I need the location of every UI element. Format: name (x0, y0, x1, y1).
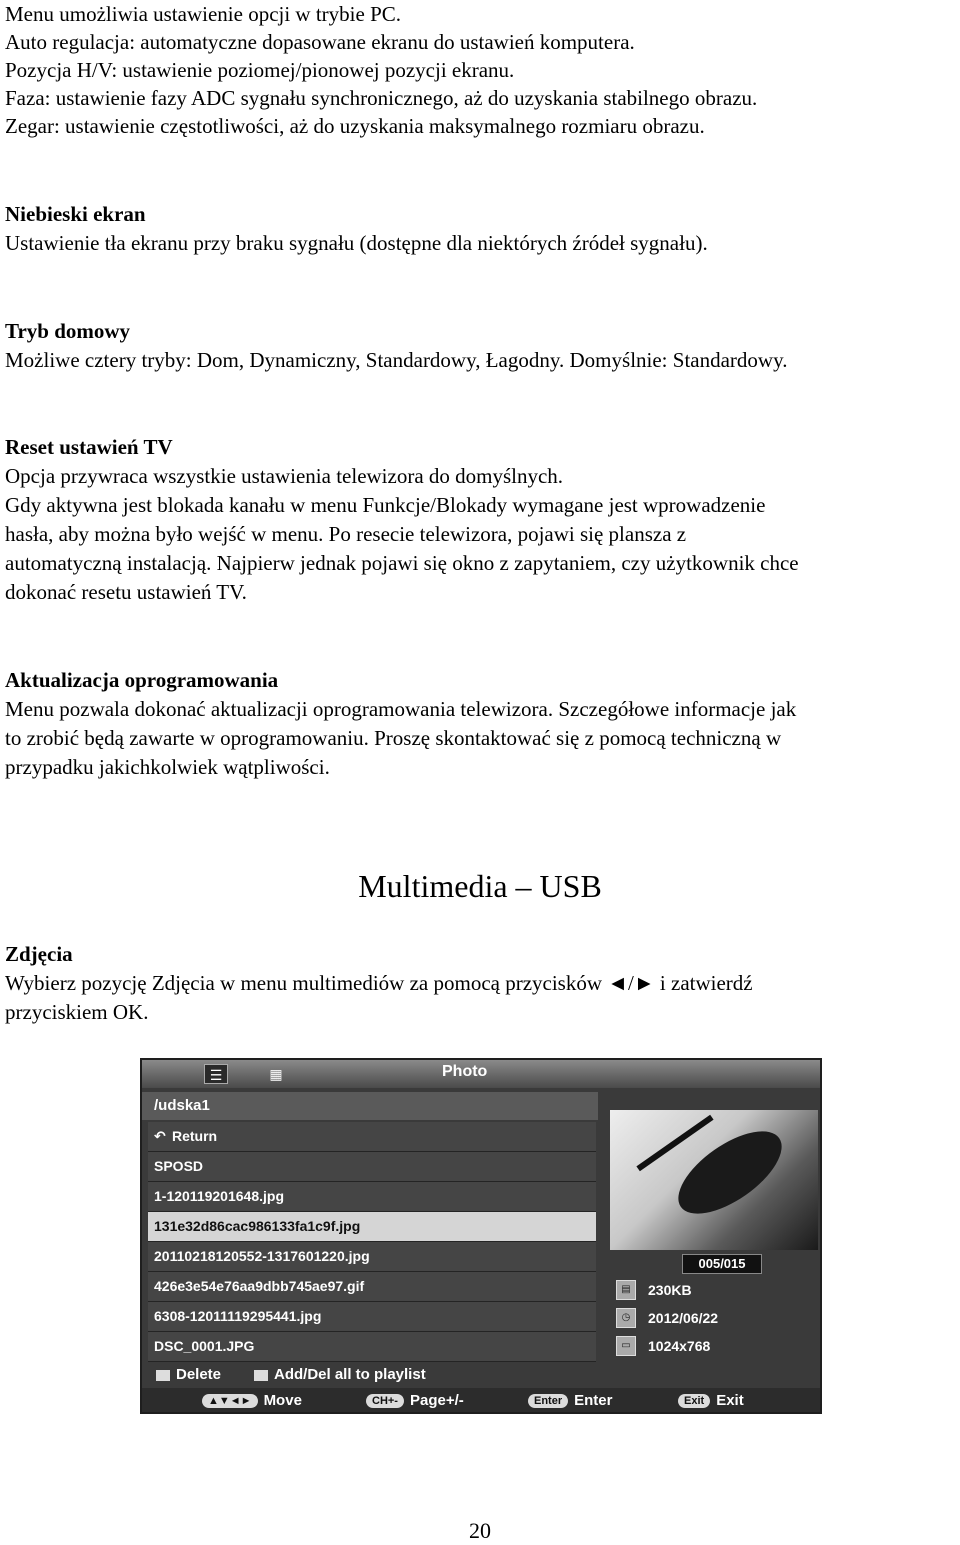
grid-view-icon[interactable]: ▦ (269, 1066, 283, 1082)
legend-exit-label: Exit (716, 1392, 744, 1409)
photos-line-2: przyciskiem OK. (5, 1000, 149, 1024)
reset-line-5: dokonać resetu ustawień TV. (5, 580, 247, 604)
list-item[interactable]: 6308-12011119295441.jpg (148, 1302, 596, 1332)
update-line-2: to zrobić będą zawarte w oprogramowaniu. Proszę skontaktować się z pomocą techniczną w (5, 726, 782, 750)
list-view-icon[interactable]: ☰ (204, 1064, 228, 1084)
file-size-icon: ▤ (616, 1280, 636, 1300)
legend-delete[interactable] (156, 1366, 221, 1383)
home-mode-heading: Tryb domowy (5, 319, 131, 343)
blue-screen-body: Ustawienie tła ekranu przy braku sygnału (dostępne dla niektórych źródeł sygnału). (5, 231, 708, 255)
info-resolution (612, 1332, 818, 1360)
list-item[interactable]: 20110218120552-1317601220.jpg (148, 1242, 596, 1272)
list-item[interactable]: DSC_0001.JPG (148, 1332, 596, 1362)
green-key-icon (254, 1370, 268, 1381)
update-line-3: przypadku jakichkolwiek wątpliwości. (5, 755, 330, 779)
pc-line-5: Zegar: ustawienie częstotliwości, aż do uzyskania maksymalnego rozmiaru obrazu. (5, 114, 705, 138)
file-list (148, 1122, 596, 1362)
file-info (612, 1276, 818, 1360)
osd-top-bar (142, 1060, 820, 1088)
info-date-value: 2012/06/22 (648, 1310, 719, 1326)
pc-line-1: Menu umożliwia ustawienie opcji w trybie PC. (5, 2, 402, 26)
photos-heading: Zdjęcia (5, 942, 73, 966)
legend-enter-label: Enter (574, 1392, 613, 1409)
legend-move[interactable] (202, 1392, 302, 1409)
legend-delete-label: Delete (176, 1366, 222, 1383)
reset-line-1: Opcja przywraca wszystkie ustawienia telewizora do domyślnych. (5, 464, 564, 488)
exit-key-icon: Exit (678, 1394, 710, 1408)
return-icon: ↶ (154, 1128, 166, 1144)
photos-line-1: Wybierz pozycję Zdjęcia w menu multimediów za pomocą przycisków ◄/► i zatwierdź (5, 971, 753, 995)
reset-heading: Reset ustawień TV (5, 435, 173, 459)
list-item-return[interactable] (148, 1122, 596, 1152)
legend-page-label: Page+/- (409, 1392, 464, 1409)
update-line-1: Menu pozwala dokonać aktualizacji oprogramowania telewizora. Szczegółowe informacje jak (5, 697, 797, 721)
info-date (612, 1304, 818, 1332)
file-counter: 005/015 (682, 1254, 762, 1274)
reset-line-3: hasła, aby można było wejść w menu. Po resecie telewizora, pojawi się plansza z (5, 522, 687, 546)
resolution-icon: ▭ (616, 1336, 636, 1356)
legend-add-del[interactable] (254, 1366, 426, 1383)
enter-key-icon: Enter (528, 1394, 568, 1408)
legend-enter[interactable] (528, 1392, 612, 1409)
info-size-value: 230KB (648, 1282, 692, 1298)
home-mode-body: Możliwe cztery tryby: Dom, Dynamiczny, Standardowy, Łagodny. Domyślnie: Standardowy. (5, 348, 788, 372)
list-item-selected[interactable]: 131e32d86cac986133fa1c9f.jpg (148, 1212, 596, 1242)
list-item[interactable]: 1-120119201648.jpg (148, 1182, 596, 1212)
photo-preview (610, 1110, 818, 1250)
list-item-label: Return (172, 1128, 218, 1144)
osd-title: Photo (442, 1063, 488, 1080)
page-number: 20 (469, 1518, 491, 1543)
legend-move-label: Move (263, 1392, 302, 1409)
ch-key-icon: CH+- (366, 1394, 404, 1408)
pc-line-4: Faza: ustawienie fazy ADC sygnału synchronicznego, aż do uzyskania stabilnego obrazu. (5, 86, 758, 110)
pc-line-3: Pozycja H/V: ustawienie poziomej/pionowej pozycji ekranu. (5, 58, 515, 82)
osd-path: /udska1 (142, 1092, 598, 1120)
arrows-key-icon: ▲▼◄► (202, 1394, 258, 1408)
blue-screen-heading: Niebieski ekran (5, 202, 146, 226)
legend-color-keys (142, 1362, 820, 1386)
photo-browser-screenshot (140, 1058, 822, 1414)
update-heading: Aktualizacja oprogramowania (5, 668, 279, 692)
multimedia-title: Multimedia – USB (358, 868, 602, 904)
reset-line-4: automatyczną instalacją. Najpierw jednak pojawi się okno z zapytaniem, czy użytkownik chce (5, 551, 799, 575)
legend-add-del-label: Add/Del all to playlist (274, 1366, 426, 1383)
reset-line-2: Gdy aktywna jest blokada kanału w menu Funkcje/Blokady wymagane jest wprowadzenie (5, 493, 766, 517)
clock-icon: ◷ (616, 1308, 636, 1328)
info-resolution-value: 1024x768 (648, 1338, 711, 1354)
legend-exit[interactable] (678, 1392, 744, 1409)
pc-line-2: Auto regulacja: automatyczne dopasowane ekranu do ustawień komputera. (5, 30, 635, 54)
list-item[interactable]: SPOSD (148, 1152, 596, 1182)
red-key-icon (156, 1370, 170, 1381)
info-size (612, 1276, 818, 1304)
list-item[interactable]: 426e3e54e76aa9dbb745ae97.gif (148, 1272, 596, 1302)
legend-nav-keys (142, 1388, 820, 1414)
legend-page[interactable] (366, 1392, 464, 1409)
